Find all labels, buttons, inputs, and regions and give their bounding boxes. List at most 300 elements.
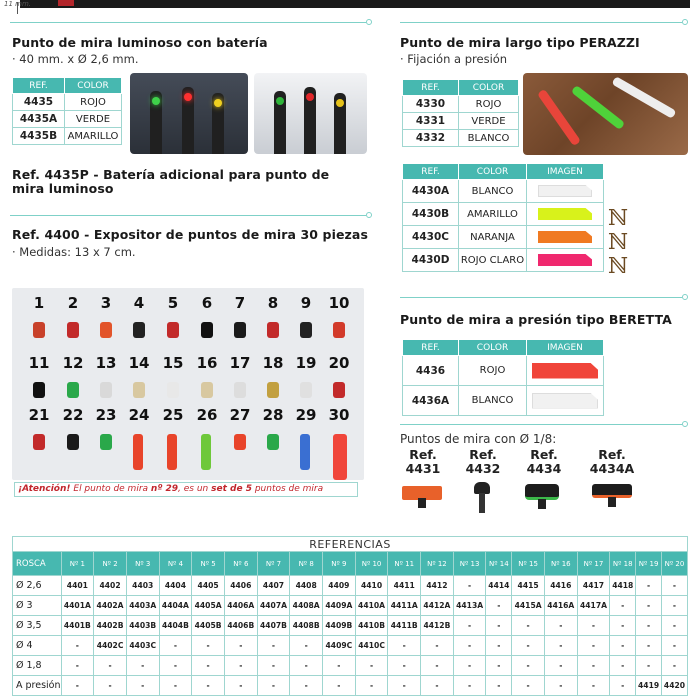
col-number: Nº 10 (355, 552, 388, 576)
table-row (403, 180, 604, 203)
table-row (13, 656, 688, 676)
cell-rosca: Ø 4 (13, 636, 62, 656)
warning-mid: El punto de mira (70, 484, 151, 494)
expositor-number: 29 (295, 406, 317, 424)
cell-ref: - (61, 656, 94, 676)
expositor-sight (133, 322, 145, 338)
expositor-number: 8 (267, 294, 279, 312)
cell-ref: - (577, 656, 610, 676)
title-expositor: Ref. 4400 - Expositor de puntos de mira 30 piezas (12, 227, 369, 242)
table-row (403, 96, 519, 113)
red-sight (537, 89, 581, 147)
cell-ref: - (453, 656, 486, 676)
col-number: Nº 7 (257, 552, 290, 576)
cell-ref: 4408A (290, 596, 323, 616)
col-number: Nº 15 (512, 552, 545, 576)
cell-ref: 4409C (323, 636, 356, 656)
cell-color: BLANCO (459, 130, 519, 147)
cell-ref: 4405B (192, 616, 225, 636)
expositor-number: 16 (196, 354, 218, 372)
cell-ref: - (323, 656, 356, 676)
cell-ref: 4409A (323, 596, 356, 616)
cell-ref: 4402B (94, 616, 127, 636)
expositor-number: 3 (100, 294, 112, 312)
cell-ref: 4412 (421, 576, 454, 596)
photo-luminoso-light (254, 73, 367, 154)
expositor-number: 2 (67, 294, 79, 312)
ref-code: 4431 (405, 461, 441, 476)
cell-ref: - (421, 676, 454, 696)
col-imagen: IMAGEN (527, 340, 604, 356)
cell-ref: 4403A (126, 596, 159, 616)
cell-color: AMARILLO (459, 203, 527, 226)
cell-ref: 4331 (403, 113, 459, 130)
cell-ref: - (662, 656, 688, 676)
cell-rosca: Ø 2,6 (13, 576, 62, 596)
cell-ref: - (486, 616, 512, 636)
expositor-number: 11 (28, 354, 50, 372)
cell-ref: - (94, 656, 127, 676)
cell-ref: - (610, 656, 636, 676)
top-photo-strip (20, 0, 690, 8)
referencias-title: REFERENCIAS (12, 536, 688, 552)
cell-color: AMARILLO (65, 128, 122, 145)
col-ref: REF. (403, 164, 459, 180)
cell-ref: 4406 (224, 576, 257, 596)
sight-4434 (525, 484, 559, 500)
ref-4434 (517, 448, 571, 476)
cell-ref: - (610, 636, 636, 656)
cell-ref: - (257, 636, 290, 656)
cell-ref: - (453, 576, 486, 596)
cell-color: ROJO (65, 94, 122, 111)
cell-ref: - (61, 676, 94, 696)
cell-ref: 4418 (610, 576, 636, 596)
cell-ref: - (290, 656, 323, 676)
sight-4432-stem (479, 493, 485, 513)
cell-ref: 4407A (257, 596, 290, 616)
table-row (13, 596, 688, 616)
cell-rosca: Ø 1,8 (13, 656, 62, 676)
cell-ref: 4401A (61, 596, 94, 616)
divider-dot (682, 19, 688, 25)
expositor-sight (333, 434, 347, 480)
divider-right-low (400, 424, 682, 425)
expositor-sight (67, 382, 79, 398)
divider-right-mid (400, 297, 682, 298)
dimension-note: 11 mm. (4, 0, 31, 8)
expositor-sight (234, 434, 246, 450)
cell-ref: - (662, 616, 688, 636)
cell-ref: - (192, 636, 225, 656)
ref-label: Ref. (530, 447, 558, 462)
sight-4434A-stem (608, 497, 616, 507)
cell-ref: 4401B (61, 616, 94, 636)
sight-4434A (592, 484, 632, 498)
expositor-number: 5 (167, 294, 179, 312)
expositor-photo (12, 288, 364, 480)
expositor-number: 13 (95, 354, 117, 372)
expositor-number: 28 (262, 406, 284, 424)
cell-ref: 4435 (13, 94, 65, 111)
cell-ref: - (257, 676, 290, 696)
cell-ref: - (662, 576, 688, 596)
expositor-sight (333, 382, 345, 398)
cell-ref: 4406A (224, 596, 257, 616)
col-number: Nº 18 (610, 552, 636, 576)
sight-post (334, 93, 346, 154)
white-sight (611, 76, 676, 119)
warning-end: puntos de mira (251, 484, 324, 494)
col-color: COLOR (459, 80, 519, 96)
cell-ref: - (159, 636, 192, 656)
cell-ref: - (257, 656, 290, 676)
table-row (403, 113, 519, 130)
title-beretta: Punto de mira a presión tipo BERETTA (400, 312, 672, 327)
cell-ref: - (577, 636, 610, 656)
table-row (403, 130, 519, 147)
table-row (403, 356, 604, 386)
divider-dot (366, 212, 372, 218)
cell-ref: - (388, 656, 421, 676)
expositor-sight (300, 322, 312, 338)
warning-prefix: ¡Atención! (18, 484, 71, 494)
col-number: Nº 2 (94, 552, 127, 576)
sub-perazzi: · Fijación a presión (400, 52, 508, 66)
swatch-red (532, 363, 598, 379)
cell-ref: 4411B (388, 616, 421, 636)
swatch-white (538, 185, 592, 197)
col-number: Nº 8 (290, 552, 323, 576)
swatch-white (532, 393, 598, 409)
cell-ref: 4404 (159, 576, 192, 596)
cell-ref: 4407 (257, 576, 290, 596)
cell-ref: 4330 (403, 96, 459, 113)
expositor-sight (67, 434, 79, 450)
col-number: Nº 14 (486, 552, 512, 576)
col-number: Nº 5 (192, 552, 225, 576)
title-perazzi: Punto de mira largo tipo PERAZZI (400, 35, 640, 50)
col-number: Nº 20 (662, 552, 688, 576)
expositor-sight (201, 382, 213, 398)
col-number: Nº 17 (577, 552, 610, 576)
table-row (403, 386, 604, 416)
thread-symbol-icon: ℕ (608, 254, 629, 279)
cell-ref: - (388, 676, 421, 696)
expositor-number: 1 (33, 294, 45, 312)
cell-ref: 4413A (453, 596, 486, 616)
warning-box (14, 482, 358, 497)
cell-ref: 4415 (512, 576, 545, 596)
cell-ref: - (577, 676, 610, 696)
expositor-number: 12 (62, 354, 84, 372)
expositor-sight (267, 322, 279, 338)
cell-rosca: Ø 3 (13, 596, 62, 616)
expositor-sight (167, 382, 179, 398)
col-number: Nº 16 (544, 552, 577, 576)
expositor-sight (267, 382, 279, 398)
cell-ref: 4402A (94, 596, 127, 616)
expositor-sight (133, 434, 143, 470)
cell-ref: - (388, 636, 421, 656)
cell-ref: - (636, 636, 662, 656)
table-row (13, 636, 688, 656)
cell-ref: - (636, 596, 662, 616)
expositor-sight (33, 382, 45, 398)
ref-label: Ref. (409, 447, 437, 462)
col-number: Nº 9 (323, 552, 356, 576)
cell-ref: 4410 (355, 576, 388, 596)
cell-ref: 4401 (61, 576, 94, 596)
table-perazzi-imagen (402, 163, 604, 272)
cell-ref: 4409B (323, 616, 356, 636)
expositor-sight (267, 434, 279, 450)
expositor-number: 21 (28, 406, 50, 424)
expositor-sight (33, 434, 45, 450)
cell-ref: - (453, 676, 486, 696)
table-row (13, 676, 688, 696)
cell-ref: 4416A (544, 596, 577, 616)
cell-ref: - (224, 636, 257, 656)
cell-ref: - (486, 596, 512, 616)
cell-ref: - (544, 636, 577, 656)
sight-post (212, 93, 224, 154)
col-color: COLOR (65, 78, 122, 94)
cell-ref: 4430A (403, 180, 459, 203)
cell-ref: 4412A (421, 596, 454, 616)
cell-ref: 4412B (421, 616, 454, 636)
divider-dot (366, 19, 372, 25)
cell-ref: 4417A (577, 596, 610, 616)
col-ref: REF. (13, 78, 65, 94)
sub-expositor: · Medidas: 13 x 7 cm. (12, 245, 136, 259)
title-bateria: Ref. 4435P - Batería adicional para punto de mira luminoso (12, 167, 330, 196)
top-strip-accent (58, 0, 74, 6)
cell-ref: 4416 (544, 576, 577, 596)
cell-ref: 4430B (403, 203, 459, 226)
cell-ref: 4419 (636, 676, 662, 696)
cell-ref: - (610, 676, 636, 696)
expositor-sight (234, 322, 246, 338)
table-beretta (402, 339, 604, 416)
col-number: Nº 3 (126, 552, 159, 576)
expositor-number: 18 (262, 354, 284, 372)
expositor-sight (300, 382, 312, 398)
col-number: Nº 1 (61, 552, 94, 576)
expositor-number: 19 (295, 354, 317, 372)
col-number: Nº 6 (224, 552, 257, 576)
cell-ref: - (421, 636, 454, 656)
cell-ref: 4411A (388, 596, 421, 616)
cell-ref: - (512, 616, 545, 636)
col-ref: REF. (403, 340, 459, 356)
divider-dot (682, 294, 688, 300)
expositor-sight (167, 322, 179, 338)
col-color: COLOR (459, 340, 527, 356)
expositor-number: 15 (162, 354, 184, 372)
cell-ref: - (636, 616, 662, 636)
cell-ref: - (610, 596, 636, 616)
photo-luminoso-dark (130, 73, 248, 154)
col-number: Nº 19 (636, 552, 662, 576)
ref-4434A (582, 448, 642, 476)
ref-code: 4434A (589, 461, 635, 476)
sight-4431-stem (418, 498, 426, 508)
cell-ref: - (512, 636, 545, 656)
cell-color: BLANCO (459, 386, 527, 416)
table-row (403, 203, 604, 226)
ref-code: 4432 (465, 461, 501, 476)
cell-ref: 4414 (486, 576, 512, 596)
expositor-sight (67, 322, 79, 338)
cell-ref: - (290, 636, 323, 656)
swatch-orange (538, 231, 592, 243)
expositor-number: 7 (234, 294, 246, 312)
expositor-number: 20 (328, 354, 350, 372)
cell-rosca: A presión (13, 676, 62, 696)
table-row (13, 111, 122, 128)
expositor-number: 25 (162, 406, 184, 424)
ref-label: Ref. (598, 447, 626, 462)
cell-ref: 4404B (159, 616, 192, 636)
expositor-sight (33, 322, 45, 338)
expositor-number: 24 (128, 406, 150, 424)
expositor-number: 23 (95, 406, 117, 424)
cell-ref: - (512, 676, 545, 696)
cell-ref: - (421, 656, 454, 676)
cell-color: ROJO CLARO (459, 249, 527, 272)
ref-4432 (456, 448, 510, 476)
cell-color: VERDE (65, 111, 122, 128)
col-imagen: IMAGEN (527, 164, 604, 180)
cell-ref: 4403C (126, 636, 159, 656)
cell-ref: - (486, 676, 512, 696)
expositor-number: 9 (300, 294, 312, 312)
cell-ref: 4402C (94, 636, 127, 656)
table-row (13, 616, 688, 636)
cell-ref: 4420 (662, 676, 688, 696)
table-row (13, 128, 122, 145)
cell-ref: 4332 (403, 130, 459, 147)
swatch-pink (538, 254, 592, 266)
cell-ref: 4405 (192, 576, 225, 596)
warning-num: nº 29 (150, 484, 179, 494)
cell-color: NARANJA (459, 226, 527, 249)
table-header-row (13, 552, 688, 576)
cell-ref: - (636, 656, 662, 676)
expositor-sight (167, 434, 177, 470)
swatch-yellow (538, 208, 592, 220)
expositor-sight (100, 382, 112, 398)
cell-ref: 4435B (13, 128, 65, 145)
sight-4434-stem (538, 499, 546, 509)
expositor-number: 14 (128, 354, 150, 372)
col-color: COLOR (459, 164, 527, 180)
expositor-number: 17 (229, 354, 251, 372)
cell-color: VERDE (459, 113, 519, 130)
cell-ref: - (662, 596, 688, 616)
cell-ref: - (355, 676, 388, 696)
cell-ref: - (636, 576, 662, 596)
expositor-number: 10 (328, 294, 350, 312)
cell-ref: 4406B (224, 616, 257, 636)
cell-ref: - (486, 656, 512, 676)
cell-ref: - (544, 656, 577, 676)
sight-post (182, 87, 194, 154)
expositor-number: 30 (328, 406, 350, 424)
cell-ref: - (159, 656, 192, 676)
divider-right-top (400, 22, 682, 23)
cell-ref: - (662, 636, 688, 656)
photo-perazzi (523, 73, 688, 155)
cell-ref: 4407B (257, 616, 290, 636)
table-luminoso (12, 77, 122, 145)
cell-ref: - (453, 636, 486, 656)
sight-post (304, 87, 316, 154)
expositor-number: 4 (133, 294, 145, 312)
cell-ref: 4408 (290, 576, 323, 596)
divider-left-mid (10, 215, 366, 216)
warning-mid2: , es un (178, 484, 212, 494)
cell-color: BLANCO (459, 180, 527, 203)
green-sight (571, 85, 625, 130)
cell-color: ROJO (459, 96, 519, 113)
cell-ref: - (94, 676, 127, 696)
ref-code: 4434 (526, 461, 562, 476)
cell-ref: - (192, 656, 225, 676)
cell-ref: - (159, 676, 192, 696)
sub-luminoso: · 40 mm. x Ø 2,6 mm. (12, 52, 139, 66)
cell-ref: - (610, 616, 636, 636)
expositor-sight (100, 434, 112, 450)
cell-ref: - (224, 676, 257, 696)
cell-ref: - (577, 616, 610, 636)
expositor-number: 6 (201, 294, 213, 312)
thread-symbol-icon: ℕ (608, 206, 629, 231)
cell-ref: 4404A (159, 596, 192, 616)
cell-ref: 4405A (192, 596, 225, 616)
table-row (403, 226, 604, 249)
cell-ref: 4417 (577, 576, 610, 596)
cell-ref: 4430C (403, 226, 459, 249)
cell-ref: - (61, 636, 94, 656)
cell-ref: - (355, 656, 388, 676)
cell-ref: - (512, 656, 545, 676)
ref-4431 (396, 448, 450, 476)
cell-ref: 4403B (126, 616, 159, 636)
expositor-sight (300, 434, 310, 470)
cell-ref: 4410B (355, 616, 388, 636)
cell-ref: 4402 (94, 576, 127, 596)
cell-ref: - (544, 676, 577, 696)
expositor-sight (133, 382, 145, 398)
cell-ref: 4430D (403, 249, 459, 272)
cell-ref: 4410C (355, 636, 388, 656)
table-perazzi (402, 79, 519, 147)
sight-post (274, 91, 286, 154)
expositor-number: 26 (196, 406, 218, 424)
divider-left-top (10, 22, 366, 23)
sight-post (150, 91, 162, 154)
expositor-sight (201, 434, 211, 470)
cell-color: ROJO (459, 356, 527, 386)
cell-rosca: Ø 3,5 (13, 616, 62, 636)
table-row (13, 94, 122, 111)
cell-ref: 4436 (403, 356, 459, 386)
cell-ref: 4408B (290, 616, 323, 636)
col-number: Nº 12 (421, 552, 454, 576)
cell-ref: - (290, 676, 323, 696)
